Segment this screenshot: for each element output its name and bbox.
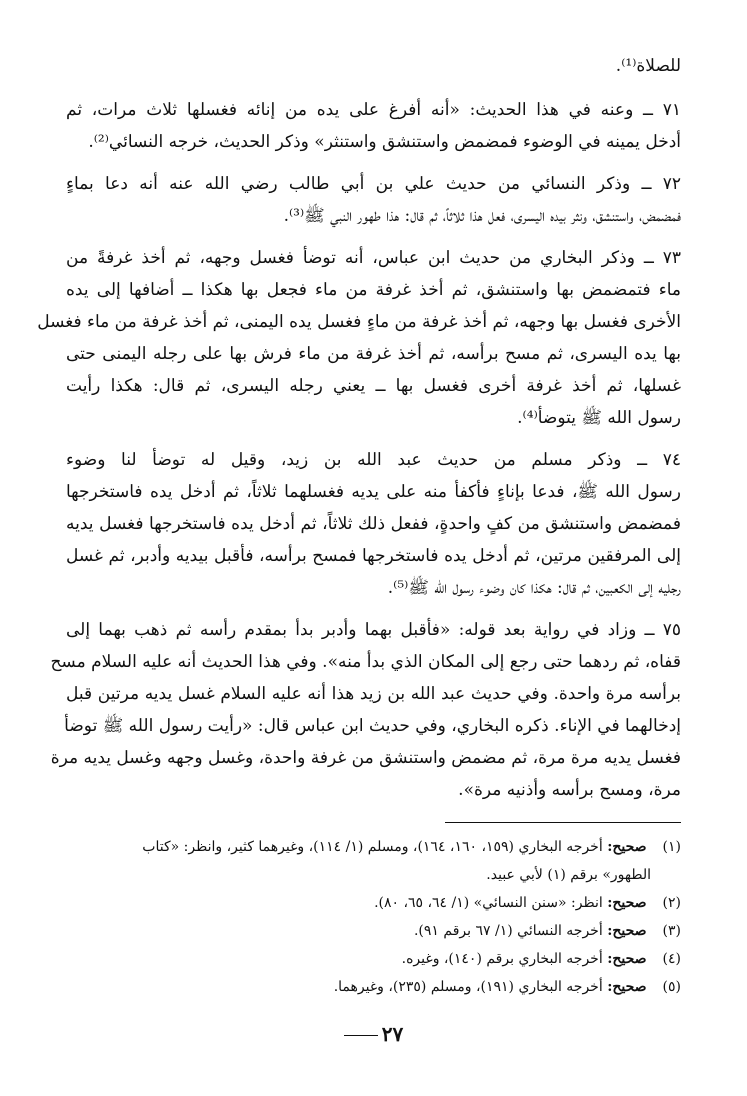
footnote-grade: صحيح: bbox=[607, 923, 647, 939]
footnote-grade: صحيح: bbox=[607, 951, 647, 967]
footnote-1-continuation: الطهور» برقم (١) لأبي عبيد. bbox=[486, 867, 651, 883]
paragraph-71 bbox=[66, 94, 681, 158]
paragraph-74 bbox=[66, 444, 681, 604]
text-line: مرة، ومسح برأسه وأذنيه مرة». bbox=[458, 780, 681, 800]
footnote-text: أخرجه البخاري (١٩١)، ومسلم (٢٣٥)، وغيرهما. bbox=[333, 979, 603, 995]
text-line: فمضمض، واستنشق، ونثر بيده اليسرى، فعل هذا ثلاثاً، ثم قال: هذا طهور النبي ﷺ⁽³⁾. bbox=[283, 206, 681, 226]
text-line: فغسل يديه مرة مرة، ثم مضمض واستنشق من غرفة واحدة، وغسل وجهه وغسل يديه مرة bbox=[50, 748, 681, 768]
text-line: إلى المرفقين مرتين، ثم أدخل يده فاستخرجها فمسح برأسه، فأقبل بيديه وأدبر، ثم غسل bbox=[66, 546, 681, 566]
text-line: بها يده اليسرى، ثم مسح برأسه، ثم أخذ غرفة من ماء فرش بها على رجله اليمنى حتى bbox=[66, 344, 681, 364]
text-line: ٧٥ ــ وزاد في رواية بعد قوله: «فأقبل بهما وأدبر بدأ بمقدم رأسه ثم ذهب بهما إلى bbox=[66, 620, 681, 640]
text-line: رسول الله ﷺ يتوضأ⁽⁴⁾. bbox=[517, 408, 681, 428]
paragraph-75 bbox=[50, 614, 681, 806]
text-line: إدخالهما في الإناء. ذكره البخاري، وفي حديث ابن عباس قال: «رأيت رسول الله ﷺ توضأ bbox=[64, 716, 681, 736]
text-line: أدخل يمينه في الوضوء فمضمض واستنشق واستنثر» وذكر الحديث، خرجه النسائي⁽²⁾. bbox=[88, 132, 681, 152]
footnote-grade: صحيح: bbox=[607, 895, 647, 911]
text-line: ماء فتمضمض بها واستنشق، ثم أخذ غرفة من ماء فجعل بها هكذا ــ أضافها إلى يده bbox=[66, 280, 681, 300]
text-line: الأخرى فغسل بها وجهه، ثم أخذ غرفة من ماءٍ فغسل يده اليمنى، ثم أخذ غرفة من ماء فغسل bbox=[37, 312, 681, 332]
page-number-dash bbox=[344, 1035, 378, 1036]
text-line: ٧٢ ــ وذكر النسائي من حديث علي بن أبي طالب رضي الله عنه أنه دعا بماءٍ bbox=[66, 174, 681, 194]
footnote-grade: صحيح: bbox=[607, 979, 647, 995]
footnote-grade: صحيح: bbox=[607, 839, 647, 855]
footnote-5 bbox=[66, 973, 681, 1001]
text-line: ٧١ ــ وعنه في هذا الحديث: «أنه أفرغ على يده من إنائه فغسلها ثلاث مرات، ثم bbox=[66, 100, 681, 120]
text-line: رسول الله ﷺ، فدعا بإناءٍ فأكفأ منه على يديه فغسلهما ثلاثاً، ثم أدخل يده فاستخرجها bbox=[66, 482, 681, 502]
text-line: ٧٤ ــ وذكر مسلم من حديث عبد الله بن زيد، وقيل له توضأ لنا وضوء bbox=[66, 450, 681, 470]
footnote-text: أخرجه النسائي (١/ ٦٧ برقم ٩١). bbox=[413, 923, 603, 939]
footnote-number: (٣) bbox=[662, 923, 681, 939]
footnote-3 bbox=[66, 917, 681, 945]
footnote-1 bbox=[66, 833, 681, 861]
text-line: ٧٣ ــ وذكر البخاري من حديث ابن عباس، أنه توضأ فغسل وجهه، ثم أخذ غرفةً من bbox=[66, 248, 681, 268]
paragraph-73 bbox=[37, 242, 681, 434]
footnote-number: (٤) bbox=[662, 951, 681, 967]
footnote-text: انظر: «سنن النسائي» (١/ ٦٤، ٦٥، ٨٠). bbox=[374, 895, 603, 911]
text-line: رجليه إلى الكعبين، ثم قال: هكذا كان وضوء رسول الله ﷺ⁽⁵⁾. bbox=[387, 578, 681, 598]
text-line: قفاه، ثم ردهما حتى رجع إلى المكان الذي بدأ منه». وفي هذا الحديث أنه عليه السلام مسح bbox=[50, 652, 681, 672]
main-text bbox=[37, 94, 681, 806]
footnote-2 bbox=[66, 889, 681, 917]
footnote-divider bbox=[445, 822, 681, 823]
text-line: غسلها، ثم أخذ غرفة أخرى فغسل بها ــ يعني رجله اليسرى، ثم قال: هكذا رأيت bbox=[66, 376, 681, 396]
footnote-number: (٢) bbox=[662, 895, 681, 911]
footnote-4 bbox=[66, 945, 681, 973]
footnote-number: (١) bbox=[662, 839, 681, 855]
footnote-text: أخرجه البخاري برقم (١٤٠)، وغيره. bbox=[401, 951, 603, 967]
footnote-number: (٥) bbox=[662, 979, 681, 995]
paragraph-72 bbox=[66, 168, 681, 232]
page-number-area bbox=[0, 1022, 747, 1046]
footnote-text: أخرجه البخاري (١٥٩، ١٦٠، ١٦٤)، ومسلم (١/ ١١٤)، وغيرهما كثير، وانظر: «كتاب bbox=[142, 839, 603, 855]
lead-line: للصلاة⁽¹⁾. bbox=[615, 56, 681, 76]
text-line: برأسه مرة واحدة. وفي حديث عبد الله بن زيد هذا أنه عليه السلام غسل يديه مرتين قبل bbox=[66, 684, 681, 704]
text-line: فمضمض واستنشق من كفٍ واحدةٍ، ففعل ذلك ثلاثاً، ثم أدخل يده فاستخرجها فغسل يديه bbox=[66, 514, 681, 534]
footnotes bbox=[66, 833, 681, 1001]
page-number: ٢٧ bbox=[381, 1022, 404, 1046]
